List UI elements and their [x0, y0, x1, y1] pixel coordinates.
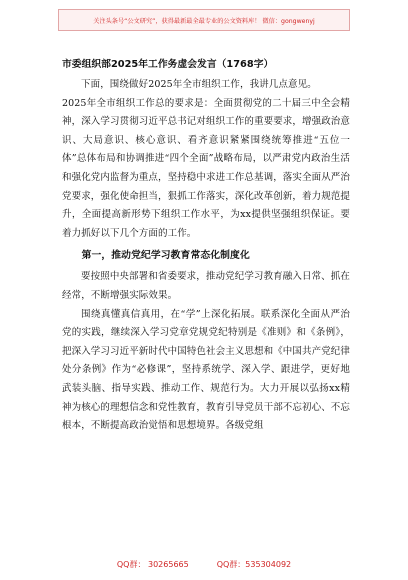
- paragraph: 2025年全市组织工作总的要求是：全面贯彻党的二十届三中全会精神，深入学习贯彻习近平总书记对组织工作的重要要求，增强政治意识、大局意识、核心意识、看齐意识紧紧围绕统筹推进“五位一体”总体布局和协调推进“四个全面”战略布局，以严肃党内政治生活和强化党内监督为重点，坚持稳中求进工作总基调，落实全面从严治党要求，强化使命担当，狠抓工作落实，深化改革创新，着力规范提升，全面提高新形势下组织工作水平，为xx提供坚强组织保证。要着力抓好以下几个方面的工作。: [62, 97, 351, 239]
- paragraph: 要按照中央部署和省委要求，推动党纪学习教育融入日常、抓在经常，不断增强实际效果。: [62, 271, 350, 301]
- section-heading: 第一，推动党纪学习教育常态化制度化: [81, 250, 250, 262]
- promo-banner-text: 关注头条号“公文研究”，获得最新最全最专业的公文资料库！ 微信：gongwenyj: [93, 17, 315, 25]
- qq-group-2: QQ群：535304092: [216, 560, 292, 569]
- document-body: [62, 56, 350, 436]
- paragraph: 下面，围绕做好2025年全市组织工作，我讲几点意见。: [81, 79, 317, 90]
- promo-banner: [58, 9, 350, 31]
- qq-group-1: QQ群： 30265665: [116, 560, 189, 569]
- page-footer: [0, 559, 408, 570]
- paragraph: 围绕真懂真信真用，在“学”上深化拓展。联系深化全面从严治党的实践，继续深入学习党章党规党纪特别是《准则》和《条例》，把深入学习习近平新时代中国特色社会主义思想和《中国共产党纪律处分条例》作为“必修课”，坚持系统学、深入学、跟进学，更好地武装头脑、指导实践、推动工作、规范行为。大力开展以弘扬xx精神为核心的理想信念和党性教育，教育引导党员干部不忘初心、不忘根本，不断提高政治觉悟和思想境界。各级党组: [62, 308, 351, 432]
- document-title: 市委组织部2025年工作务虚会发言（1768字）: [62, 59, 274, 70]
